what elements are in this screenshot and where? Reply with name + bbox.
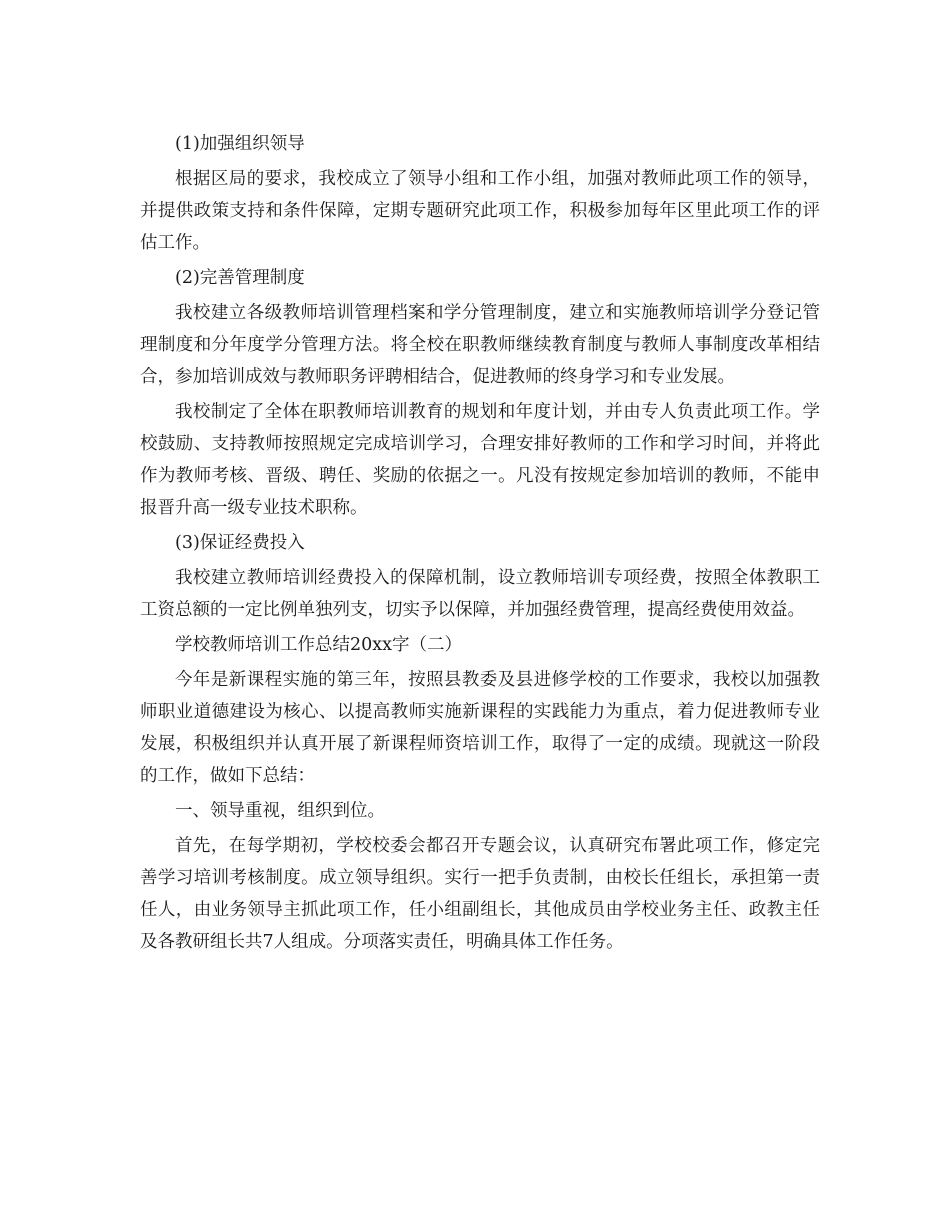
- document-body: [140, 128, 820, 961]
- section-heading-strengthen-leadership: (1)加强组织领导: [175, 134, 305, 154]
- paragraph-leadership: 根据区局的要求，我校成立了领导小组和工作小组，加强对教师此项工作的领导，并提供政策支持和条件保障，定期专题研究此项工作，积极参加每年区里此项工作的评估工作。: [140, 169, 820, 253]
- section-heading-summary-two: 学校教师培训工作总结20xx字（二）: [175, 635, 463, 655]
- paragraph-training-plan: 我校制定了全体在职教师培训教育的规划和年度计划，并由专人负责此项工作。学校鼓励、支持教师按照规定完成培训学习，合理安排好教师的工作和学习时间，并将此作为教师考核、晋级、聘任、奖励的依据之一。凡没有按规定参加培训的教师，不能申报晋升高一级专业技术职称。: [140, 402, 820, 518]
- paragraph-management-system: 我校建立各级教师培训管理档案和学分管理制度，建立和实施教师培训学分登记管理制度和分年度学分管理方法。将全校在职教师继续教育制度与教师人事制度改革相结合，参加培训成效与教师职务评聘相结合，促进教师的终身学习和专业发展。: [140, 303, 820, 387]
- section-heading-leadership-attention: 一、领导重视，组织到位。: [175, 801, 385, 821]
- paragraph-funding: 我校建立教师培训经费投入的保障机制，设立教师培训专项经费，按照全体教职工工资总额的一定比例单独列支，切实予以保障，并加强经费管理，提高经费使用效益。: [140, 568, 820, 620]
- section-heading-management-system: (2)完善管理制度: [175, 268, 305, 288]
- paragraph-leadership-attention: 首先，在每学期初，学校校委会都召开专题会议，认真研究布署此项工作，修定完善学习培训考核制度。成立领导组织。实行一把手负责制，由校长任组长，承担第一责任人，由业务领导主抓此项工作，任小组副组长，其他成员由学校业务主任、政教主任及各教研组长共7人组成。分项落实责任，明确具体工作任务。: [140, 836, 820, 952]
- section-heading-funding: (3)保证经费投入: [175, 533, 305, 553]
- paragraph-summary-intro: 今年是新课程实施的第三年，按照县教委及县进修学校的工作要求，我校以加强教师职业道德建设为核心、以提高教师实施新课程的实践能力为重点，着力促进教师专业发展，积极组织并认真开展了新课程师资培训工作，取得了一定的成绩。现就这一阶段的工作，做如下总结：: [140, 670, 820, 786]
